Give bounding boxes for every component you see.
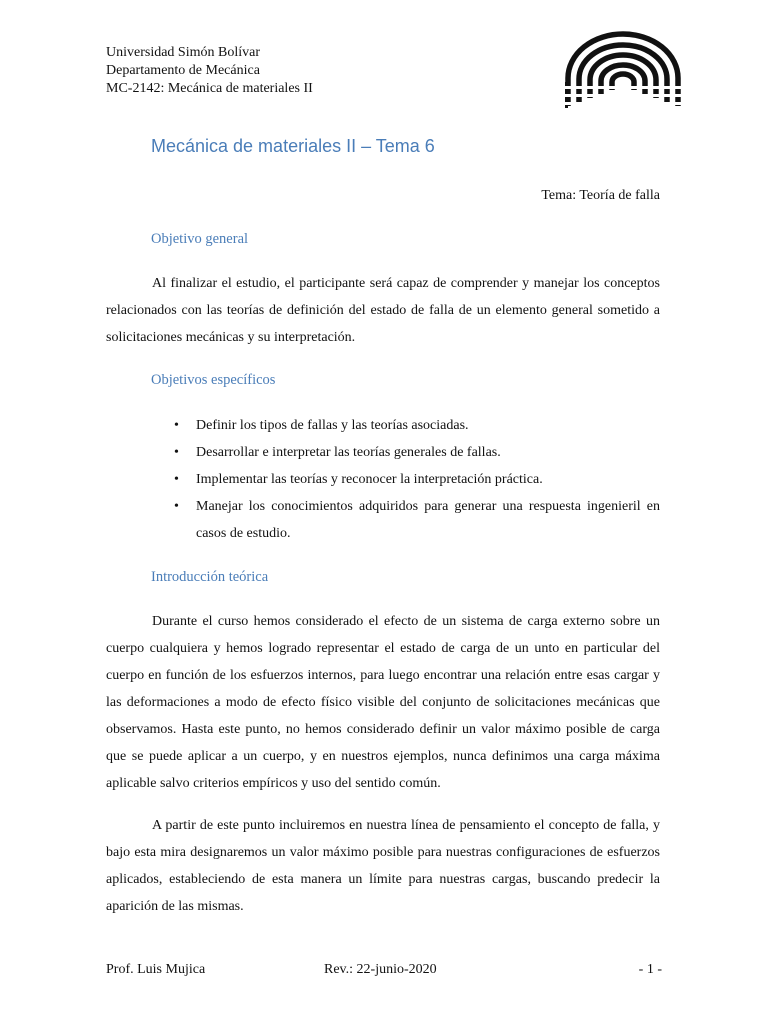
section-heading-introduccion: Introducción teórica — [151, 569, 269, 585]
topic-line: Tema: Teoría de falla — [541, 188, 660, 203]
objetivo-general-text: Al finalizar el estudio, el participante será capaz de comprender y manejar los conceptos relacionados con las teorías de definición del estado de falla de un elemento general sometido a solicitaciones mecánicas y su interpretación. — [106, 276, 660, 345]
introduccion-paragraph-1 — [106, 608, 660, 797]
introduccion-text-1: Durante el curso hemos considerado el efecto de un sistema de carga externo sobre un cuerpo cualquiera y hemos logrado representar el estado de carga de un unto en particular del cuerpo en función de los esfuerzos internos, para luego encontrar una relación entre esas cargar y las deformaciones a modo de efecto físico visible del conjunto de solicitaciones mecánicas que observamos. Hasta este punto, no hemos considerado definir un valor máximo posible de carga que se puede aplicar a un cuerpo, y en nuestros ejemplos, nunca definimos una carga máxima aplicable salvo criterios empíricos y uso del sentido común. — [106, 614, 660, 791]
footer-revision: Rev.: 22-junio-2020 — [324, 962, 437, 977]
document-title: Mecánica de materiales II – Tema 6 — [151, 136, 435, 156]
course-name: MC-2142: Mecánica de materiales II — [106, 81, 313, 96]
list-item: • Definir los tipos de fallas y las teorías asociadas. — [106, 412, 660, 439]
list-item: • Desarrollar e interpretar las teorías generales de fallas. — [106, 439, 660, 466]
list-item: • Manejar los conocimientos adquiridos para generar una respuesta ingenieril en casos de estudio. — [106, 493, 660, 547]
department-name: Departamento de Mecánica — [106, 63, 260, 78]
objetivo-general-paragraph — [106, 270, 660, 351]
introduccion-paragraph-2 — [106, 812, 660, 920]
footer-page-number: - 1 - — [638, 962, 662, 977]
document-header — [106, 44, 313, 98]
section-heading-objetivos-especificos: Objetivos específicos — [151, 372, 276, 388]
bullet-icon: • — [174, 472, 179, 487]
footer-author: Prof. Luis Mujica — [106, 962, 206, 977]
bullet-icon: • — [174, 499, 179, 514]
section-heading-objetivo-general: Objetivo general — [151, 231, 249, 247]
bullet-icon: • — [174, 445, 179, 460]
objetivos-list — [106, 412, 660, 547]
university-name: Universidad Simón Bolívar — [106, 45, 260, 60]
introduccion-text-2: A partir de este punto incluiremos en nuestra línea de pensamiento el concepto de falla, y bajo esta mira designaremos un valor máximo posible para nuestras configuraciones de esfuerzos aplicados, estableciendo de esta manera un límite para nuestras cargas, buscando predecir la aparición de las mismas. — [106, 818, 660, 914]
list-item: • Implementar las teorías y reconocer la interpretación práctica. — [106, 466, 660, 493]
usb-university-logo-icon — [562, 28, 684, 116]
bullet-icon: • — [174, 418, 179, 433]
